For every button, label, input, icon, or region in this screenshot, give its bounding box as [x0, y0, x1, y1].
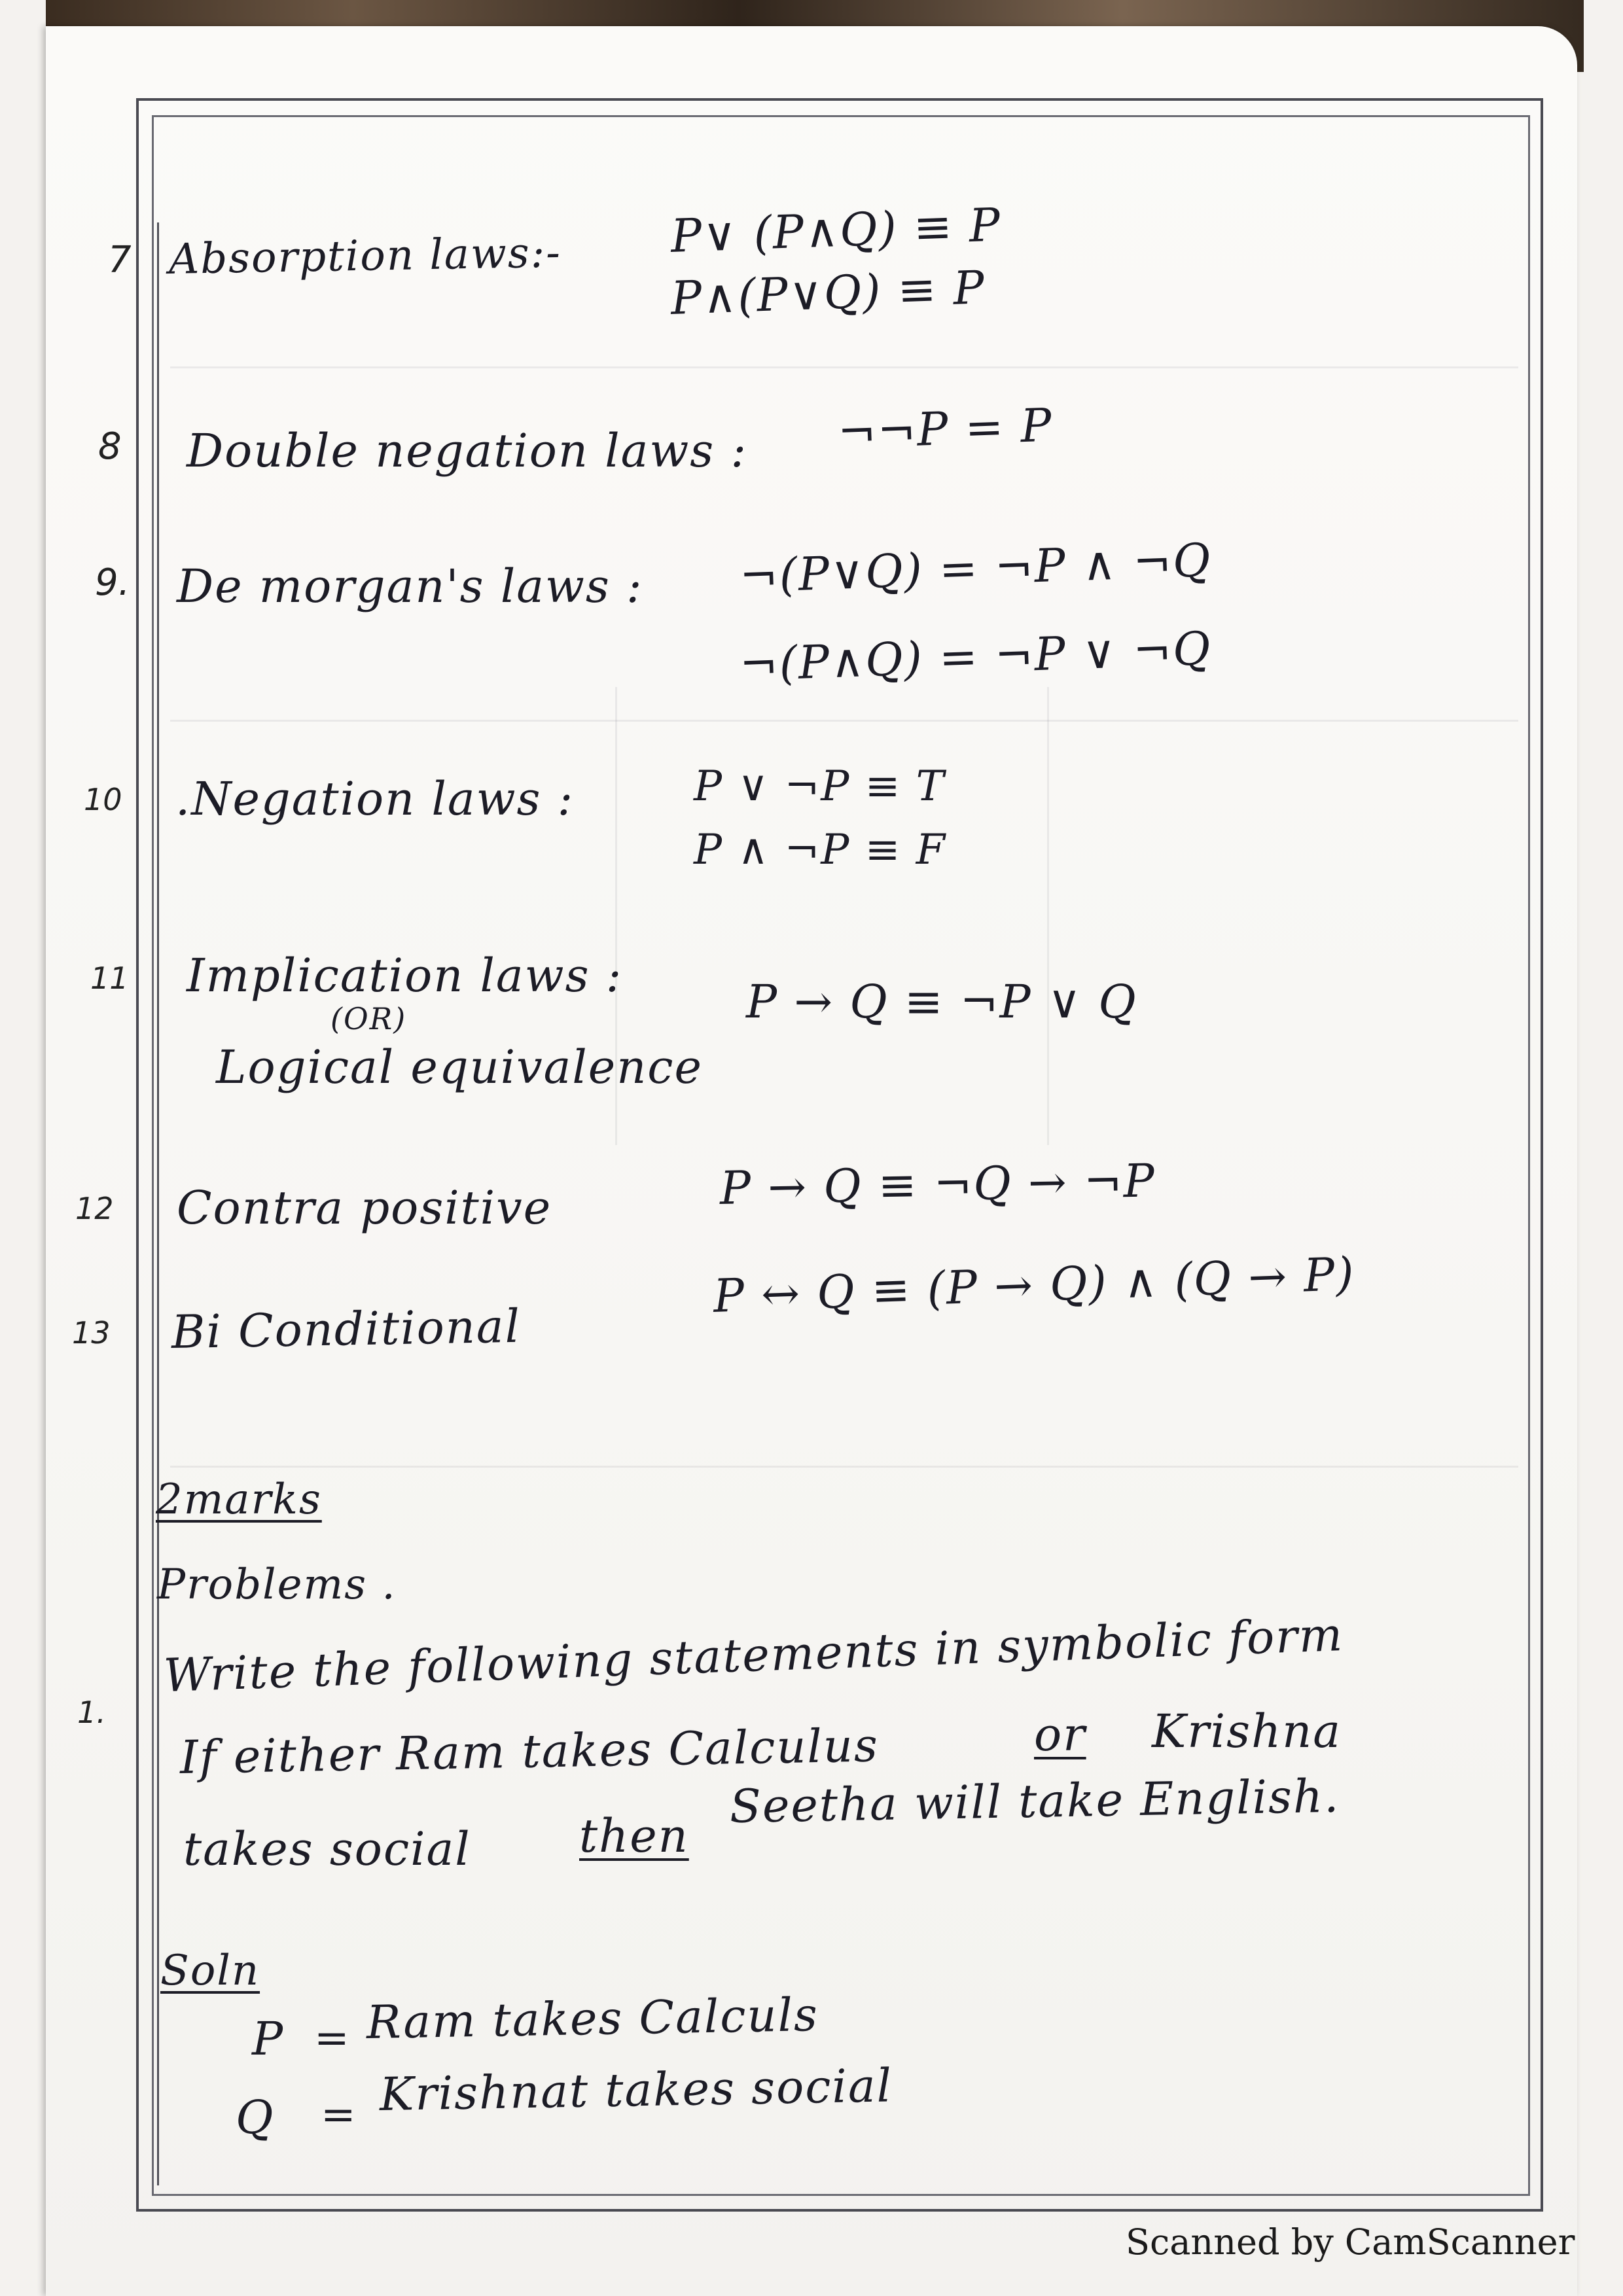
- faint-rule: [170, 720, 1518, 722]
- problem-statement-line-1: Write the following statements in symbolic form: [162, 1608, 1345, 1703]
- solution-p-variable: P: [252, 2012, 285, 2066]
- law-13-formula: P ↔ Q ≡ (P → Q) ∧ (Q → P): [712, 1246, 1356, 1323]
- faint-rule: [170, 366, 1518, 368]
- law-10-formula-1: P ∨ ¬P ≡ T: [694, 762, 946, 811]
- law-7-formula-1: P∨ (P∧Q) ≡ P: [669, 198, 1003, 263]
- law-11-or: (OR): [330, 1001, 407, 1036]
- law-12-name: Contra positive: [177, 1181, 552, 1235]
- law-10-name: .Negation laws :: [175, 772, 575, 826]
- law-9-formula-1: ¬(P∨Q) = ¬P ∧ ¬Q: [738, 533, 1213, 603]
- law-8-number: 8: [98, 425, 122, 468]
- law-11-alt-name: Logical equivalence: [216, 1040, 703, 1094]
- problem-statement-line-2b: Krishna: [1152, 1704, 1342, 1758]
- law-7-number: 7: [108, 239, 132, 281]
- marks-label: 2marks: [156, 1475, 322, 1524]
- faint-rule: [1047, 687, 1049, 1145]
- law-13-number: 13: [72, 1315, 111, 1351]
- problem-statement-line-2a: If either Ram takes Calculus: [179, 1718, 880, 1784]
- law-10-formula-2: P ∧ ¬P ≡ F: [694, 826, 946, 874]
- law-12-number: 12: [75, 1191, 114, 1226]
- faint-rule: [170, 1466, 1518, 1468]
- solution-q-definition: Krishnat takes social: [379, 2058, 893, 2121]
- solution-p-equals: =: [314, 2014, 351, 2062]
- solution-q-variable: Q: [236, 2091, 275, 2144]
- law-9-name: De morgan's laws :: [177, 559, 643, 613]
- problems-heading: Problems .: [157, 1561, 397, 1609]
- problem-statement-line-3a: takes social: [183, 1822, 471, 1876]
- margin-line: [157, 222, 159, 2185]
- solution-q-equals: =: [321, 2091, 357, 2139]
- law-9-formula-2: ¬(P∧Q) = ¬P ∨ ¬Q: [738, 621, 1213, 692]
- law-7-name: Absorption laws:-: [168, 228, 562, 284]
- law-8-formula: ¬¬P = P: [836, 398, 1054, 459]
- law-10-number: 10: [84, 782, 122, 817]
- problem-statement-then: then: [579, 1809, 689, 1863]
- law-12-formula: P → Q ≡ ¬Q → ¬P: [719, 1154, 1156, 1215]
- solution-p-definition: Ram takes Calculs: [366, 1987, 819, 2049]
- solution-label: Soln: [160, 1947, 260, 1995]
- law-11-number: 11: [90, 961, 129, 996]
- law-8-name: Double negation laws :: [187, 424, 748, 478]
- problem-statement-or: or: [1034, 1708, 1086, 1761]
- law-11-formula: P → Q ≡ ¬P ∨ Q: [746, 975, 1137, 1029]
- problem-statement-line-3b: Seetha will take English.: [729, 1769, 1340, 1833]
- law-7-formula-2: P∧(P∨Q) ≡ P: [669, 260, 987, 325]
- law-11-name: Implication laws :: [187, 949, 623, 1002]
- camscanner-watermark: Scanned by CamScanner: [1126, 2221, 1575, 2263]
- problem-number: 1.: [77, 1695, 106, 1730]
- law-13-name: Bi Conditional: [171, 1299, 522, 1359]
- law-9-number: 9.: [95, 561, 130, 604]
